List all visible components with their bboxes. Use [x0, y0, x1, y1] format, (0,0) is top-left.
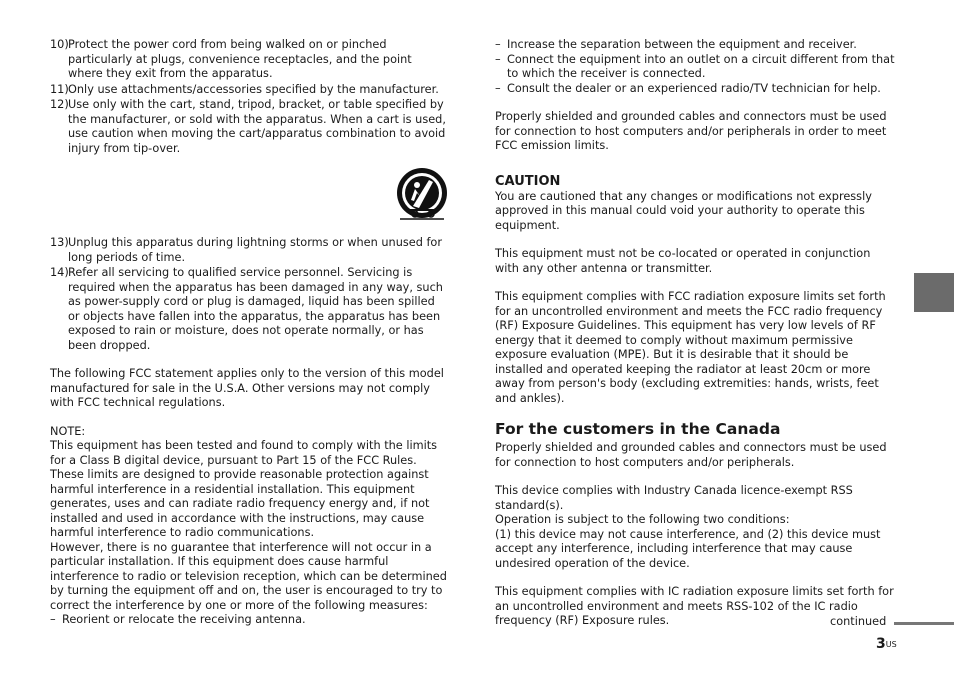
shielded-cables-paragraph: Properly shielded and grounded cables and connectors must be used for connection to host computers and/or peripherals in order to meet FCC emission limits.: [495, 110, 887, 152]
item-number: 13): [50, 236, 69, 249]
page-number: [876, 636, 897, 654]
fcc-intro-paragraph: The following FCC statement applies only to the version of this model manufactured for sale in the U.S.A. Other versions may not comply with FCC technical regulations.: [50, 367, 444, 409]
rf-exposure-paragraph: This equipment complies with FCC radiation exposure limits set forth for an uncontrolled environment and meets the FCC radio frequency (RF) Exposure Guidelines. This equipment has very low levels of RF energy that it deemed to comply without maximum permissive exposure evaluation (MPE). But it is desirable that it should be installed and operated keeping the radiator at least 20cm or more away from person's body (excluding extremities: hands, wrists, feet and ankles).: [495, 290, 886, 405]
item-number: 12): [50, 98, 69, 111]
section-tab: [914, 273, 954, 312]
safety-item: [50, 236, 448, 265]
safety-item: [50, 83, 448, 98]
item-number: 14): [50, 266, 69, 279]
dash-mark: –: [50, 613, 56, 626]
dash-mark: –: [495, 38, 501, 51]
item-text: Use only with the cart, stand, tripod, bracket, or table specified by the manufacturer, or sold with the apparatus. When a cart is used, use caution when moving the cart/apparatus combination to avoid injury from tip-over.: [68, 98, 446, 155]
note-label: NOTE:: [50, 424, 86, 438]
page-number-suffix: US: [885, 640, 897, 649]
item-number: 10): [50, 38, 69, 51]
measure-text: Consult the dealer or an experienced radio/TV technician for help.: [507, 81, 881, 95]
safety-item: [50, 38, 448, 82]
caution-heading: CAUTION: [495, 173, 561, 189]
ic-conditions-detail: (1) this device may not cause interference, and (2) this device must accept any interference, including interference that may cause undesired operation of the device.: [495, 527, 881, 570]
measure-text: Increase the separation between the equipment and receiver.: [507, 38, 857, 51]
continued-rule: [894, 622, 954, 625]
measure-item: [495, 82, 897, 97]
ic-conditions-line: Operation is subject to the following two conditions:: [495, 513, 790, 526]
measure-item: [50, 613, 448, 628]
ic-rf-exposure-paragraph: This equipment complies with IC radiation exposure limits set forth for an uncontrolled environment and meets RSS-102 of the IC radio frequency (RF) Exposure rules.: [495, 585, 894, 627]
canada-shielded-paragraph: Properly shielded and grounded cables and connectors must be used for connection to host computers and/or peripherals.: [495, 441, 887, 469]
dash-mark: –: [495, 81, 501, 95]
item-text: Refer all servicing to qualified service personnel. Servicing is required when the apparatus has been damaged in any way, such as power-supply cord or plug is damaged, liquid has been spilled or objects have fallen into the apparatus, the apparatus has been exposed to rain or moisture, does not operate normally, or has been dropped.: [68, 266, 443, 352]
canada-heading: For the customers in the Canada: [495, 420, 781, 438]
measure-text: Connect the equipment into an outlet on a circuit different from that to which the receiver is connected.: [507, 52, 895, 80]
item-number: 11): [50, 82, 69, 96]
safety-item: [50, 98, 448, 156]
ic-compliance-line: This device complies with Industry Canada licence-exempt RSS standard(s).: [495, 484, 853, 512]
note-paragraph: However, there is no guarantee that interference will not occur in a particular installation. If this equipment does cause harmful interference to radio or television reception, which can be determined by turning the equipment off and on, the user is encouraged to try to correct the interference by one or more of the following measures:: [50, 540, 447, 612]
item-text: Protect the power cord from being walked on or pinched particularly at plugs, convenience receptacles, and the point where they exit from the apparatus.: [68, 38, 412, 80]
safety-item: [50, 266, 448, 353]
item-text: Unplug this apparatus during lightning storms or when unused for long periods of time.: [68, 236, 442, 264]
note-paragraph: This equipment has been tested and found to comply with the limits for a Class B digital device, pursuant to Part 15 of the FCC Rules. These limits are designed to provide reasonable protection against harmful interference in a residential installation. This equipment generates, uses and can radiate radio frequency energy and, if not installed and used in accordance with the instructions, may cause harmful interference to radio communications.: [50, 439, 438, 539]
cart-tip-over-warning-icon: [395, 166, 449, 222]
left-column: [50, 38, 448, 628]
measure-item: [495, 53, 897, 82]
caution-paragraph: You are cautioned that any changes or modifications not expressly approved in this manual could void your authority to operate this equipment.: [495, 189, 872, 232]
measure-text: Reorient or relocate the receiving antenna.: [62, 613, 306, 626]
continued-label: continued: [830, 615, 887, 628]
item-text: Only use attachments/accessories specified by the manufacturer.: [68, 82, 439, 96]
colocation-paragraph: This equipment must not be co-located or operated in conjunction with any other antenna or transmitter.: [495, 247, 871, 275]
dash-mark: –: [495, 52, 501, 66]
right-column: [495, 38, 897, 629]
measure-item: [495, 38, 897, 53]
page-number-value: 3: [876, 636, 886, 652]
